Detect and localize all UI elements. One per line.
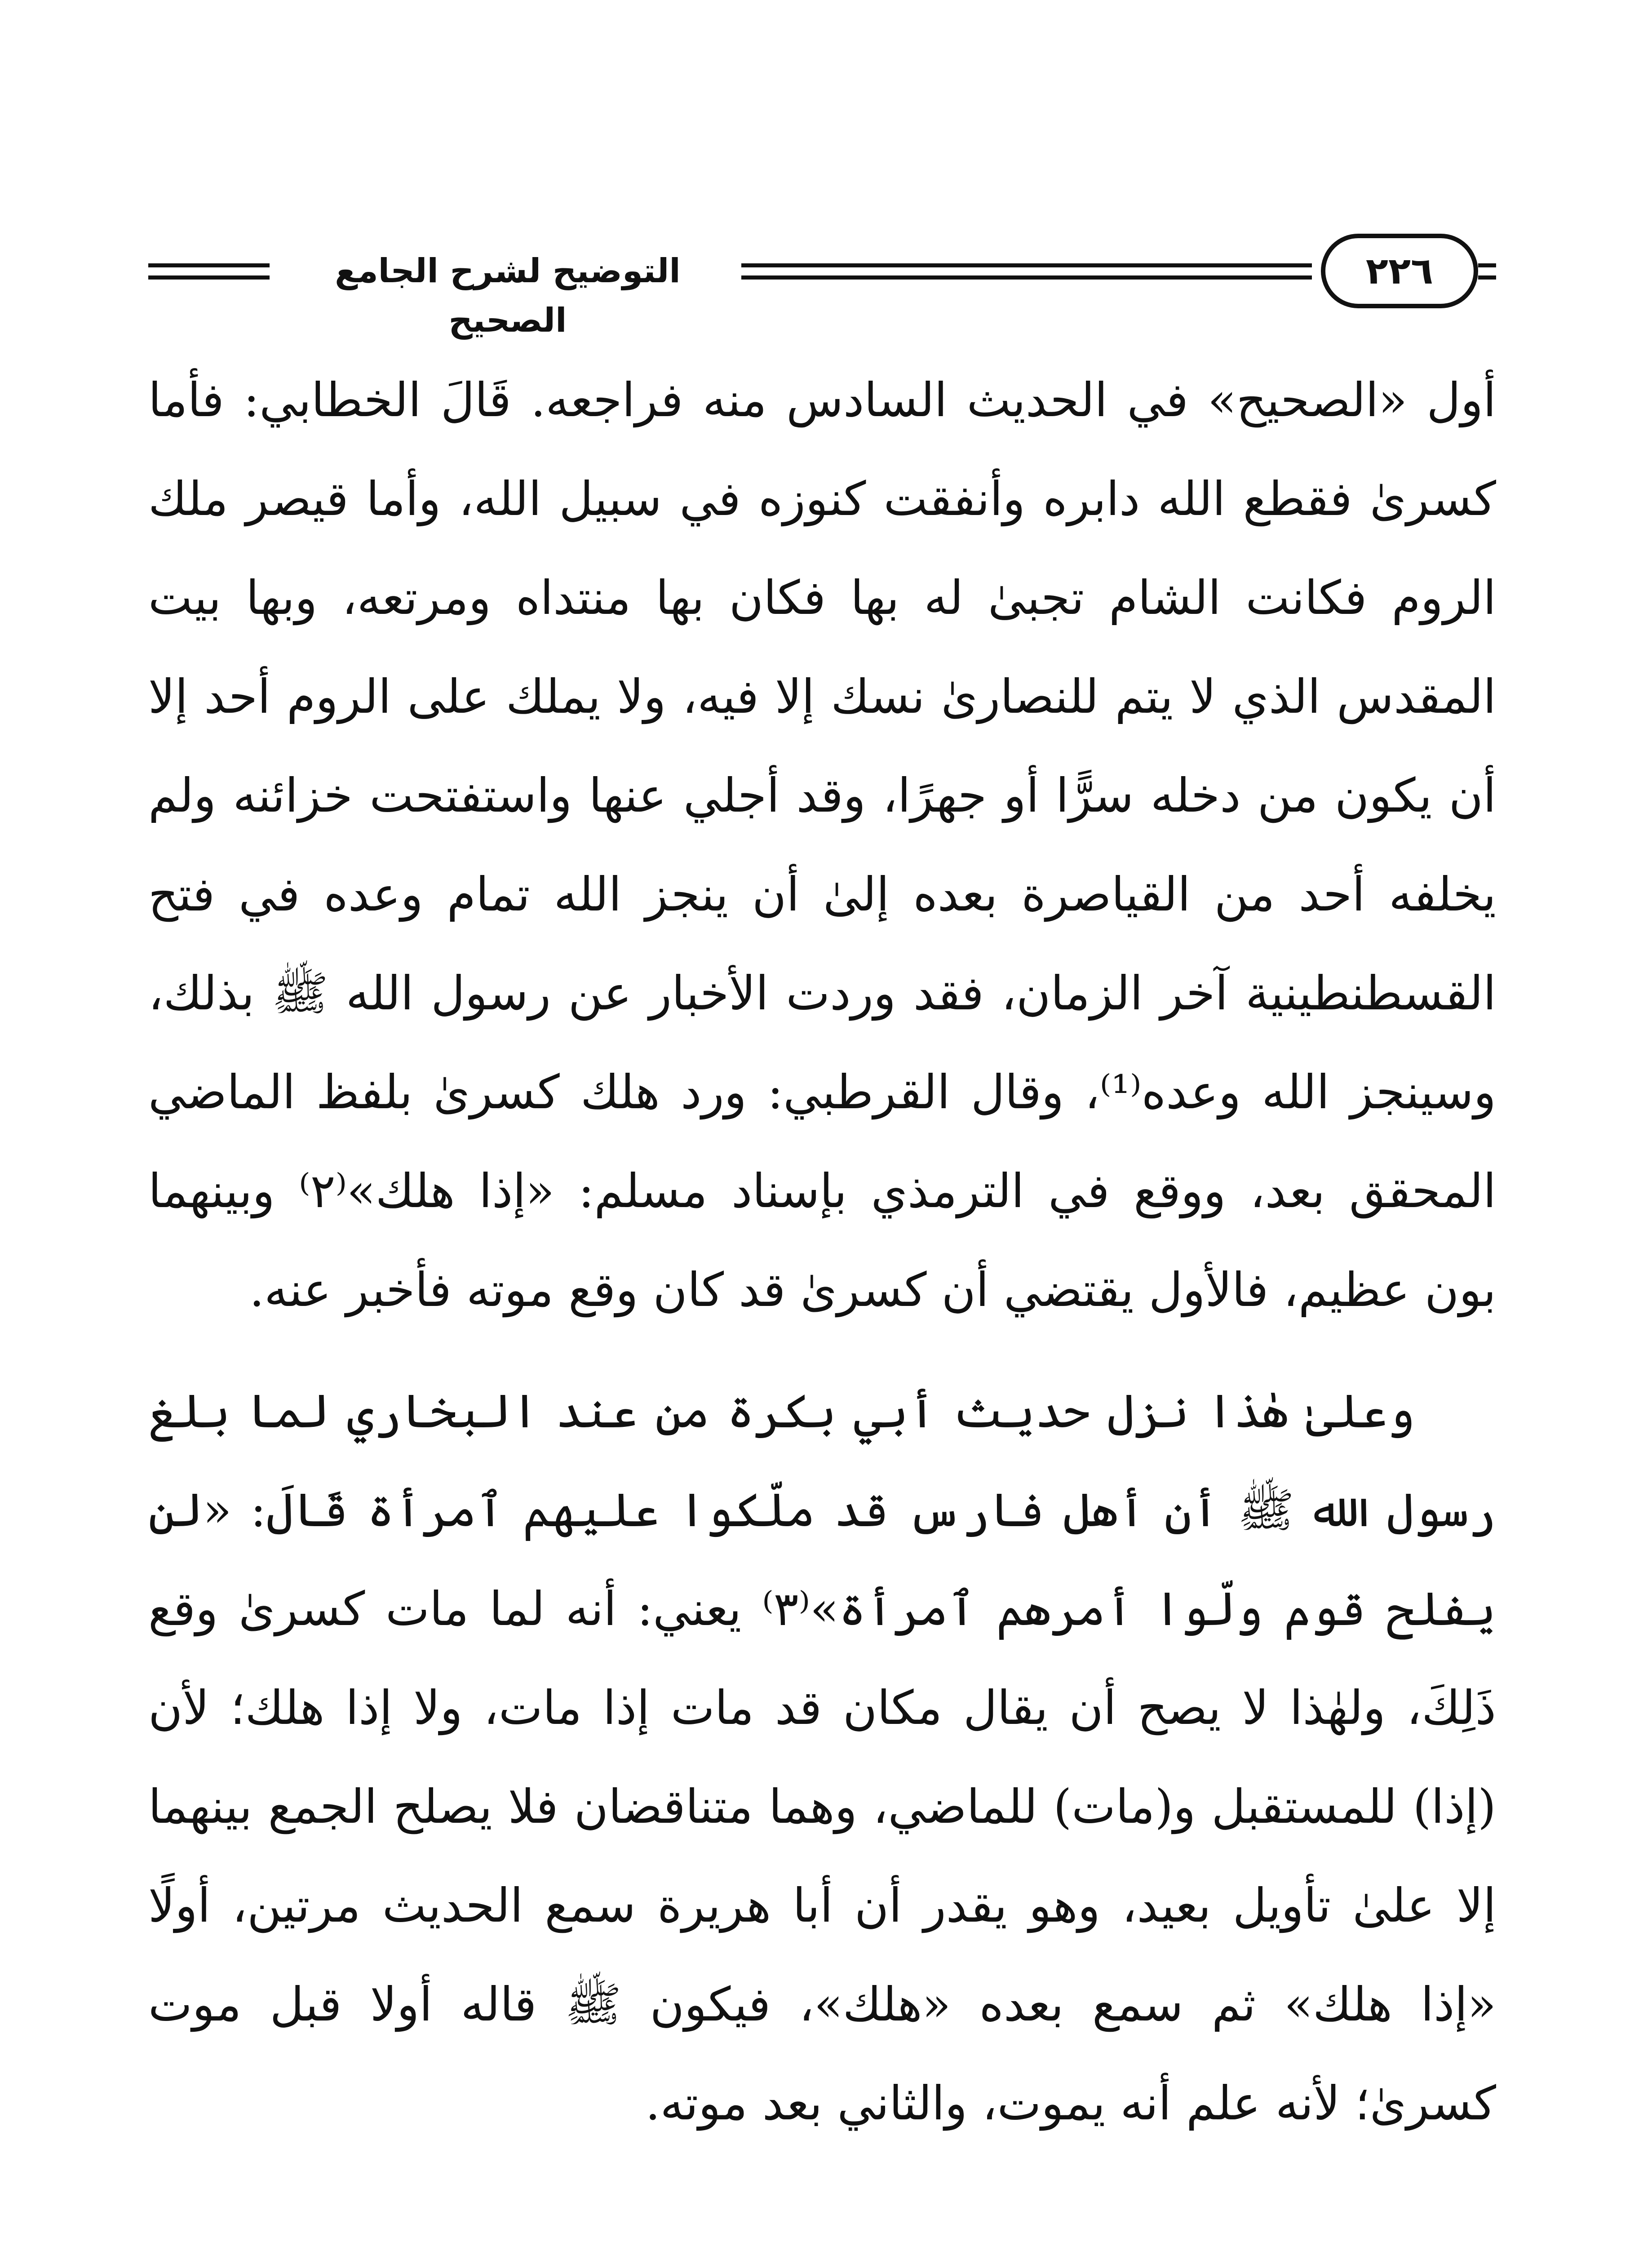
- header-rule-right: [1478, 263, 1496, 280]
- header-rule-left: [148, 263, 270, 280]
- main-text: [148, 351, 1496, 2153]
- header-title: التوضيح لشرح الجامع الصحيح: [335, 252, 681, 340]
- paragraph-2: وعلىٰ هٰذا نزل حديث أبي بكرة من عند البخاري لما بلغ رسول الله ﷺ أن أهل فارس قد ملّكوا عليهم ٱمرأة قَالَ: «لن يفلح قوم ولّوا أمرهم ٱمرأة»⁽٣⁾ يعني: أنه لما مات كسرىٰ وقع ذَلِكَ، ولهٰذا لا يصح أن يقال مكان قد مات إذا مات، ولا إذا هلك؛ لأن (إذا) للمستقبل و(مات) للماضي، وهما متناقضان فلا يصلح الجمع بينهما إلا علىٰ تأويل بعيد، وهو يقدر أن أبا هريرة سمع الحديث مرتين، أولًا «إذا هلك» ثم سمع بعده «هلك»، فيكون ﷺ قاله أولا قبل موت كسرىٰ؛ لأنه علم أنه يموت، والثاني بعد موته.: [148, 1384, 1496, 2131]
- header-rule-middle: [741, 263, 1312, 280]
- page-number: ٢٢٦: [1321, 234, 1478, 308]
- paragraph-1: أول «الصحيح» في الحديث السادس منه فراجعه. قَالَ الخطابي: فأما كسرىٰ فقطع الله دابره وأنفقت كنوزه في سبيل الله، وأما قيصر ملك الروم فكانت الشام تجبىٰ له بها فكان بها منتداه ومرتعه، وبها بيت المقدس الذي لا يتم للنصارىٰ نسك إلا فيه، ولا يملك على الروم أحد إلا أن يكون من دخله سرًّا أو جهرًا، وقد أجلي عنها واستفتحت خزائنه ولم يخلفه أحد من القياصرة بعده إلىٰ أن ينجز الله تمام وعده في فتح القسطنطينية آخر الزمان، فقد وردت الأخبار عن رسول الله ﷺ بذلك، وسينجز الله وعده⁽¹⁾، وقال القرطبي: ورد هلك كسرىٰ بلفظ الماضي المحقق بعد، ووقع في الترمذي بإسناد مسلم: «إذا هلك»⁽٢⁾ وبينهما بون عظيم، فالأول يقتضي أن كسرىٰ قد كان وقع موته فأخبر عنه.: [148, 373, 1496, 1317]
- running-header: [148, 234, 1496, 340]
